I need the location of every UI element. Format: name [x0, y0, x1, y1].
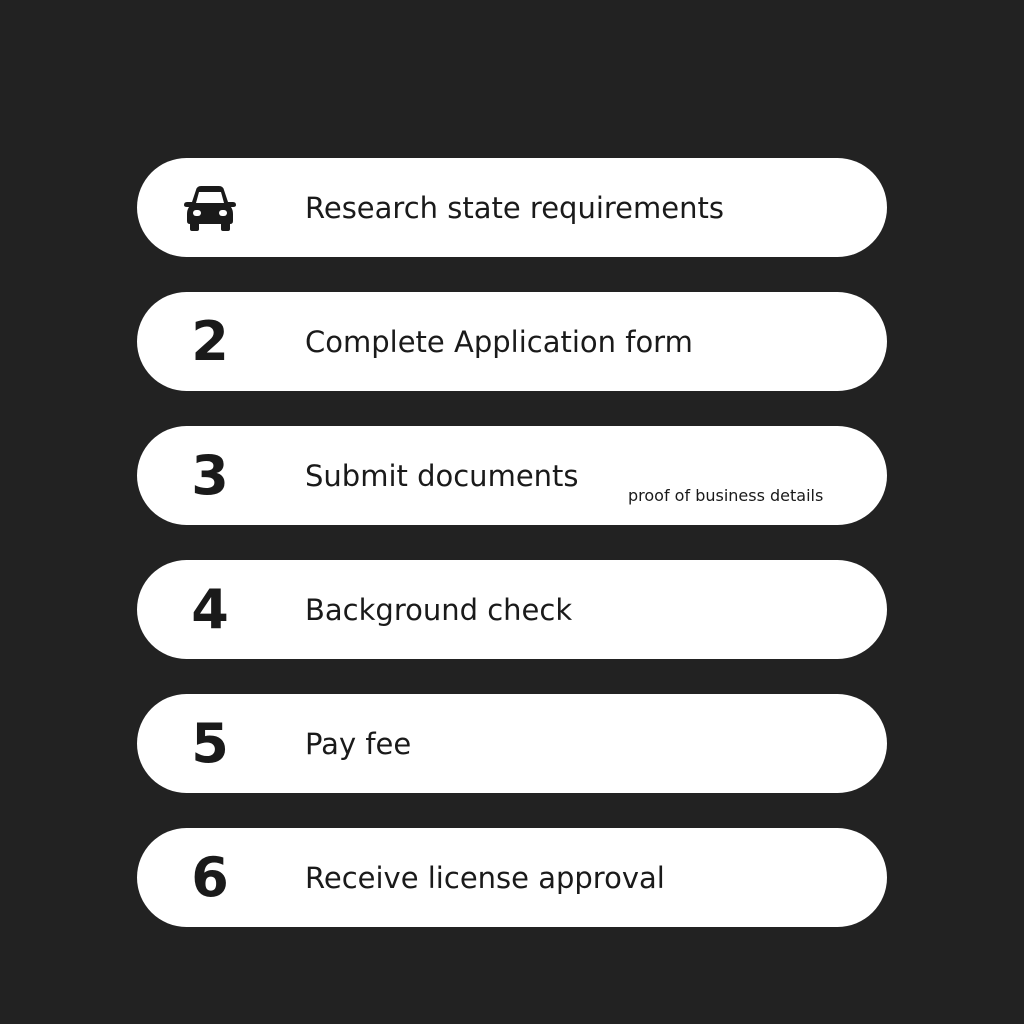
step-number: 3	[191, 443, 229, 507]
step-3	[137, 426, 887, 525]
car-icon	[137, 158, 283, 257]
step-1	[137, 158, 887, 257]
step-label: Background check	[305, 592, 573, 627]
step-label: Research state requirements	[305, 190, 724, 225]
step-6	[137, 828, 887, 927]
step-5	[137, 694, 887, 793]
process-steps	[137, 158, 887, 962]
step-number: 5	[191, 711, 229, 775]
step-2	[137, 292, 887, 391]
step-number: 2	[191, 309, 229, 373]
step-note: proof of business details	[628, 486, 824, 505]
step-label: Submit documents	[305, 458, 579, 493]
step-label: Pay fee	[305, 726, 412, 761]
step-label: Complete Application form	[305, 324, 693, 359]
step-number: 4	[191, 577, 229, 641]
step-number: 6	[191, 845, 229, 909]
step-4	[137, 560, 887, 659]
step-label: Receive license approval	[305, 860, 665, 895]
